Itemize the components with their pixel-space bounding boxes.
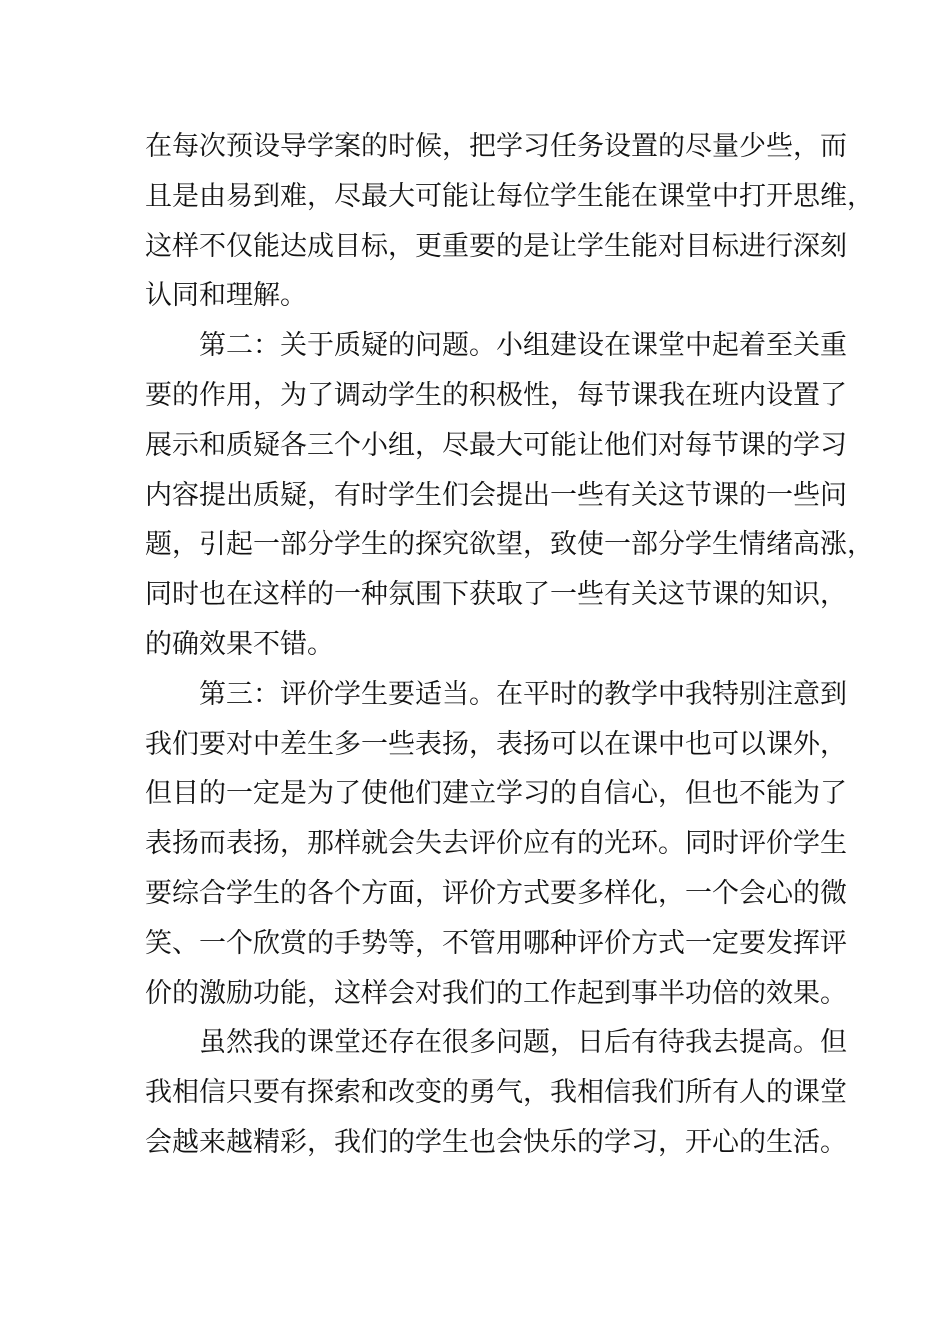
paragraph-4 [145, 1018, 847, 1167]
text-line: 虽然我的课堂还存在很多问题，日后有待我去提高。但 [199, 1027, 847, 1059]
paragraph-3 [145, 670, 847, 1019]
text-line: 我们要对中差生多一些表扬，表扬可以在课中也可以课外， [145, 728, 847, 760]
text-line: 的确效果不错。 [145, 628, 334, 660]
text-line: 会越来越精彩，我们的学生也会快乐的学习，开心的生活。 [145, 1126, 847, 1158]
text-line: 题，引起一部分学生的探究欲望，致使一部分学生情绪高涨， [145, 529, 874, 561]
body-text [145, 122, 874, 1168]
text-line: 但目的一定是为了使他们建立学习的自信心，但也不能为了 [145, 778, 847, 810]
text-line: 认同和理解。 [145, 280, 307, 312]
text-line: 价的激励功能，这样会对我们的工作起到事半功倍的效果。 [145, 977, 847, 1009]
text-line: 内容提出质疑，有时学生们会提出一些有关这节课的一些问 [145, 479, 847, 511]
text-line: 这样不仅能达成目标，更重要的是让学生能对目标进行深刻 [145, 230, 847, 262]
text-line: 第二：关于质疑的问题。小组建设在课堂中起着至关重 [199, 330, 847, 362]
text-line: 要综合学生的各个方面，评价方式要多样化，一个会心的微 [145, 877, 847, 909]
text-line: 第三：评价学生要适当。在平时的教学中我特别注意到 [199, 678, 847, 710]
paragraph-1 [145, 122, 874, 321]
text-line: 同时也在这样的一种氛围下获取了一些有关这节课的知识， [145, 579, 847, 611]
paragraph-2 [145, 321, 874, 670]
text-line: 展示和质疑各三个小组，尽最大可能让他们对每节课的学习 [145, 429, 847, 461]
text-line: 且是由易到难，尽最大可能让每位学生能在课堂中打开思维， [145, 180, 874, 212]
text-line: 要的作用，为了调动学生的积极性，每节课我在班内设置了 [145, 379, 847, 411]
text-line: 笑、一个欣赏的手势等，不管用哪种评价方式一定要发挥评 [145, 927, 847, 959]
text-line: 表扬而表扬，那样就会失去评价应有的光环。同时评价学生 [145, 828, 847, 860]
text-line: 在每次预设导学案的时候，把学习任务设置的尽量少些，而 [145, 131, 847, 162]
text-line: 我相信只要有探索和改变的勇气，我相信我们所有人的课堂 [145, 1077, 847, 1109]
